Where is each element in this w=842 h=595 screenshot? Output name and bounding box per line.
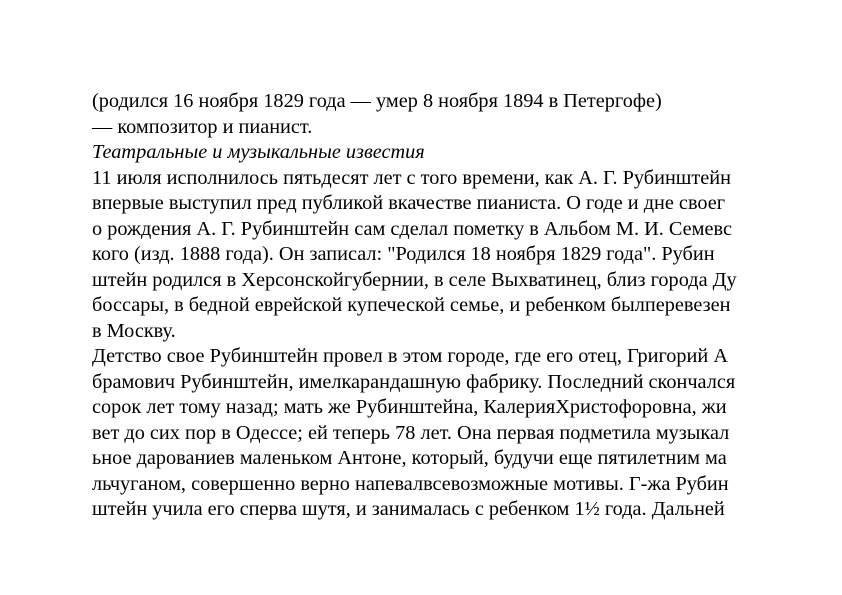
text-line: вет до сих пор в Одессе; ей теперь 78 лет. Она первая подметила музыкал [92, 421, 730, 444]
section-heading: Театральные и музыкальные известия [92, 141, 425, 163]
text-line: 11 июля исполнилось пятьдесят лет с того времени, как А. Г. Рубинштейн [92, 166, 731, 189]
text-line: брамович Рубинштейн, имелкарандашную фабрику. Последний скончался [92, 370, 736, 393]
text-line: (родился 16 ноября 1829 года — умер 8 ноября 1894 в Петергофе) [92, 90, 662, 112]
text-line: штейн родился в Херсонскойгубернии, в селе Выхватинец, близ города Ду [92, 268, 737, 291]
text-line: боссары, в бедной еврейской купеческой семье, и ребенком былперевезен [92, 294, 731, 316]
text-line: сорок лет тому назад; мать же Рубинштейна, КалерияХристофоровна, жи [92, 396, 727, 418]
text-line: Детство свое Рубинштейн провел в этом городе, где его отец, Григорий А [92, 345, 728, 367]
document-text-block [92, 89, 812, 523]
text-line: штейн учила его сперва шутя, и занималась с ребенком 1½ года. Дальней [92, 498, 725, 520]
text-line: впервые выступил пред публикой вкачестве пианиста. О годе и дне своег [92, 192, 726, 214]
text-line: ьное дарованиев маленьком Антоне, который, будучи еще пятилетним ма [92, 447, 727, 469]
text-line: в Москву. [92, 319, 176, 342]
text-line: о рождения А. Г. Рубинштейн сам сделал пометку в Альбом М. И. Семевс [92, 217, 732, 240]
text-line: — композитор и пианист. [92, 115, 313, 138]
text-line: кого (изд. 1888 года). Он записал: "Родился 18 ноября 1829 года". Рубин [92, 243, 715, 265]
text-line: льчуганом, совершенно верно напевалвсевозможные мотивы. Г-жа Рубин [92, 472, 729, 495]
